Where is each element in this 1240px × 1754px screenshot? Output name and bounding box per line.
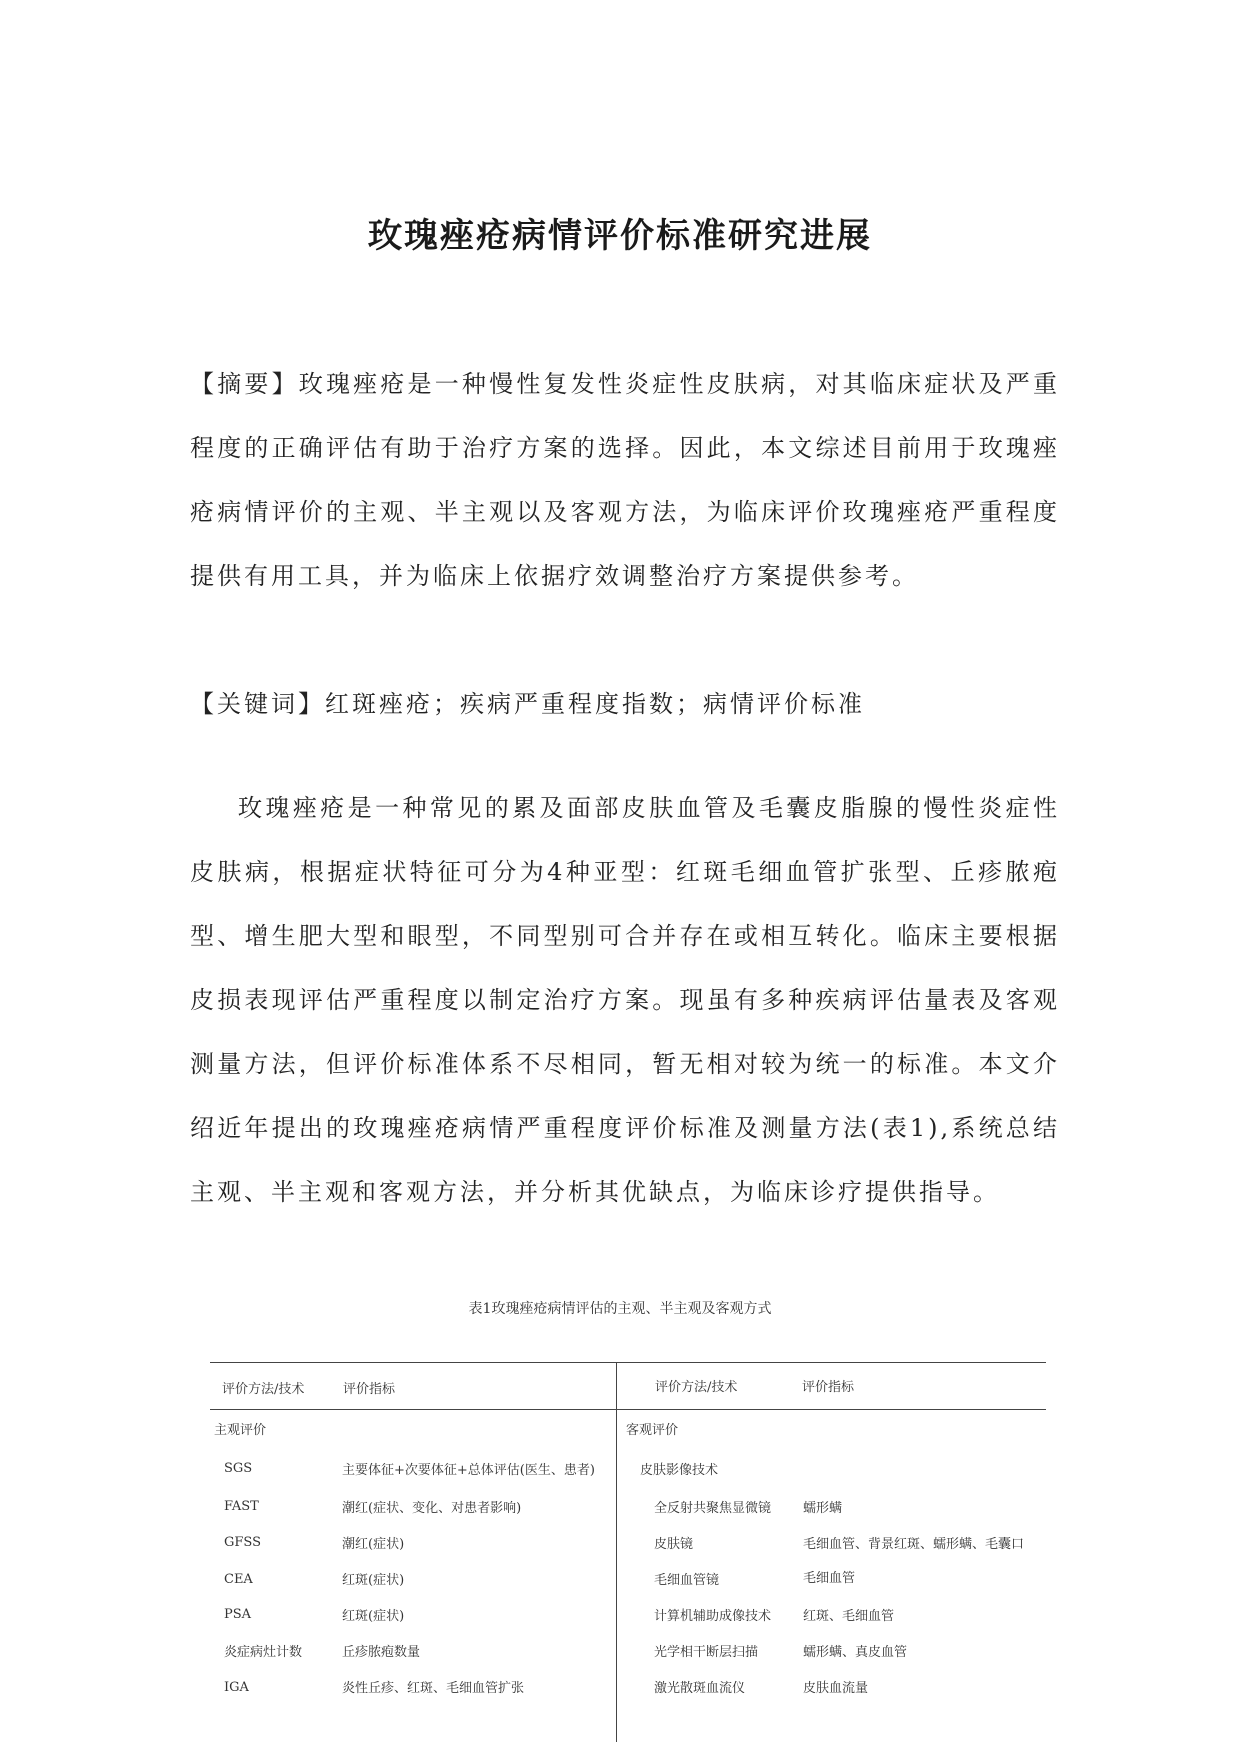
methods-table [210,1362,1046,1742]
left-row-method: GFSS [224,1535,261,1550]
page-title: 玫瑰痤疮病情评价标准研究进展 [368,216,872,256]
header-left-method: 评价方法/技术 [222,1382,305,1397]
table-caption: 表1玫瑰痤疮病情评估的主观、半主观及客观方式 [468,1301,772,1317]
left-row-index: 红斑(症状) [342,1609,405,1624]
table-top-rule [210,1362,1046,1363]
header-left-index: 评价指标 [343,1382,396,1397]
abstract-paragraph: 【摘要】玫瑰痤疮是一种慢性复发性炎症性皮肤病，对其临床症状及严重程度的正确评估有助于治疗方案的选择。因此，本文综述目前用于玫瑰痤疮病情评价的主观、半主观以及客观方法，为临床评价玫瑰痤疮严重程度提供有用工具，并为临床上依据疗效调整治疗方案提供参考。 [190,370,1060,590]
right-row-index: 毛细血管 [803,1571,856,1586]
left-row-index: 主要体征+次要体征+总体评估(医生、患者) [342,1463,595,1478]
left-row-method: SGS [224,1461,253,1476]
right-row-method: 全反射共聚焦显微镜 [654,1501,772,1516]
right-group-label: 皮肤影像技术 [640,1463,719,1478]
right-row-method: 激光散斑血流仪 [654,1681,746,1696]
right-row-index: 蠕形螨、真皮血管 [803,1645,908,1660]
left-row-method: CEA [224,1572,253,1587]
left-section-label: 主观评价 [214,1423,267,1438]
header-right-index: 评价指标 [802,1380,855,1395]
intro-paragraph: 玫瑰痤疮是一种常见的累及面部皮肤血管及毛囊皮脂腺的慢性炎症性皮肤病，根据症状特征可分为4种亚型：红斑毛细血管扩张型、丘疹脓疱型、增生肥大型和眼型，不同型别可合并存在或相互转化。临床主要根据皮损表现评估严重程度以制定治疗方案。现虽有多种疾病评估量表及客观测量方法，但评价标准体系不尽相同，暂无相对较为统一的标准。本文介绍近年提出的玫瑰痤疮病情严重程度评价标准及测量方法(表1),系统总结主观、半主观和客观方法，并分析其优缺点，为临床诊疗提供指导。 [190,794,1060,1206]
header-right-method: 评价方法/技术 [655,1380,738,1395]
right-row-index: 蠕形螨 [803,1501,843,1516]
keywords-paragraph: 【关键词】红斑痤疮；疾病严重程度指数；病情评价标准 [190,690,865,718]
right-row-index: 红斑、毛细血管 [803,1609,895,1624]
left-row-index: 红斑(症状) [342,1573,405,1588]
right-row-method: 光学相干断层扫描 [654,1645,759,1660]
right-row-method: 皮肤镜 [654,1537,694,1552]
left-row-index: 丘疹脓疱数量 [342,1645,421,1660]
table-header-rule [210,1409,1046,1410]
left-row-method: FAST [224,1499,259,1514]
left-row-method: IGA [224,1680,249,1695]
left-row-index: 炎性丘疹、红斑、毛细血管扩张 [342,1681,525,1696]
right-row-index: 毛细血管、背景红斑、蠕形螨、毛囊口 [803,1537,1025,1552]
right-row-method: 计算机辅助成像技术 [654,1609,772,1624]
right-row-index: 皮肤血流量 [803,1681,869,1696]
left-row-method: 炎症病灶计数 [224,1645,303,1660]
right-section-label: 客观评价 [626,1423,679,1438]
right-row-method: 毛细血管镜 [654,1573,720,1588]
table-column-divider [616,1362,617,1742]
left-row-index: 潮红(症状) [342,1537,405,1552]
left-row-index: 潮红(症状、变化、对患者影响) [342,1501,522,1516]
left-row-method: PSA [224,1607,252,1622]
